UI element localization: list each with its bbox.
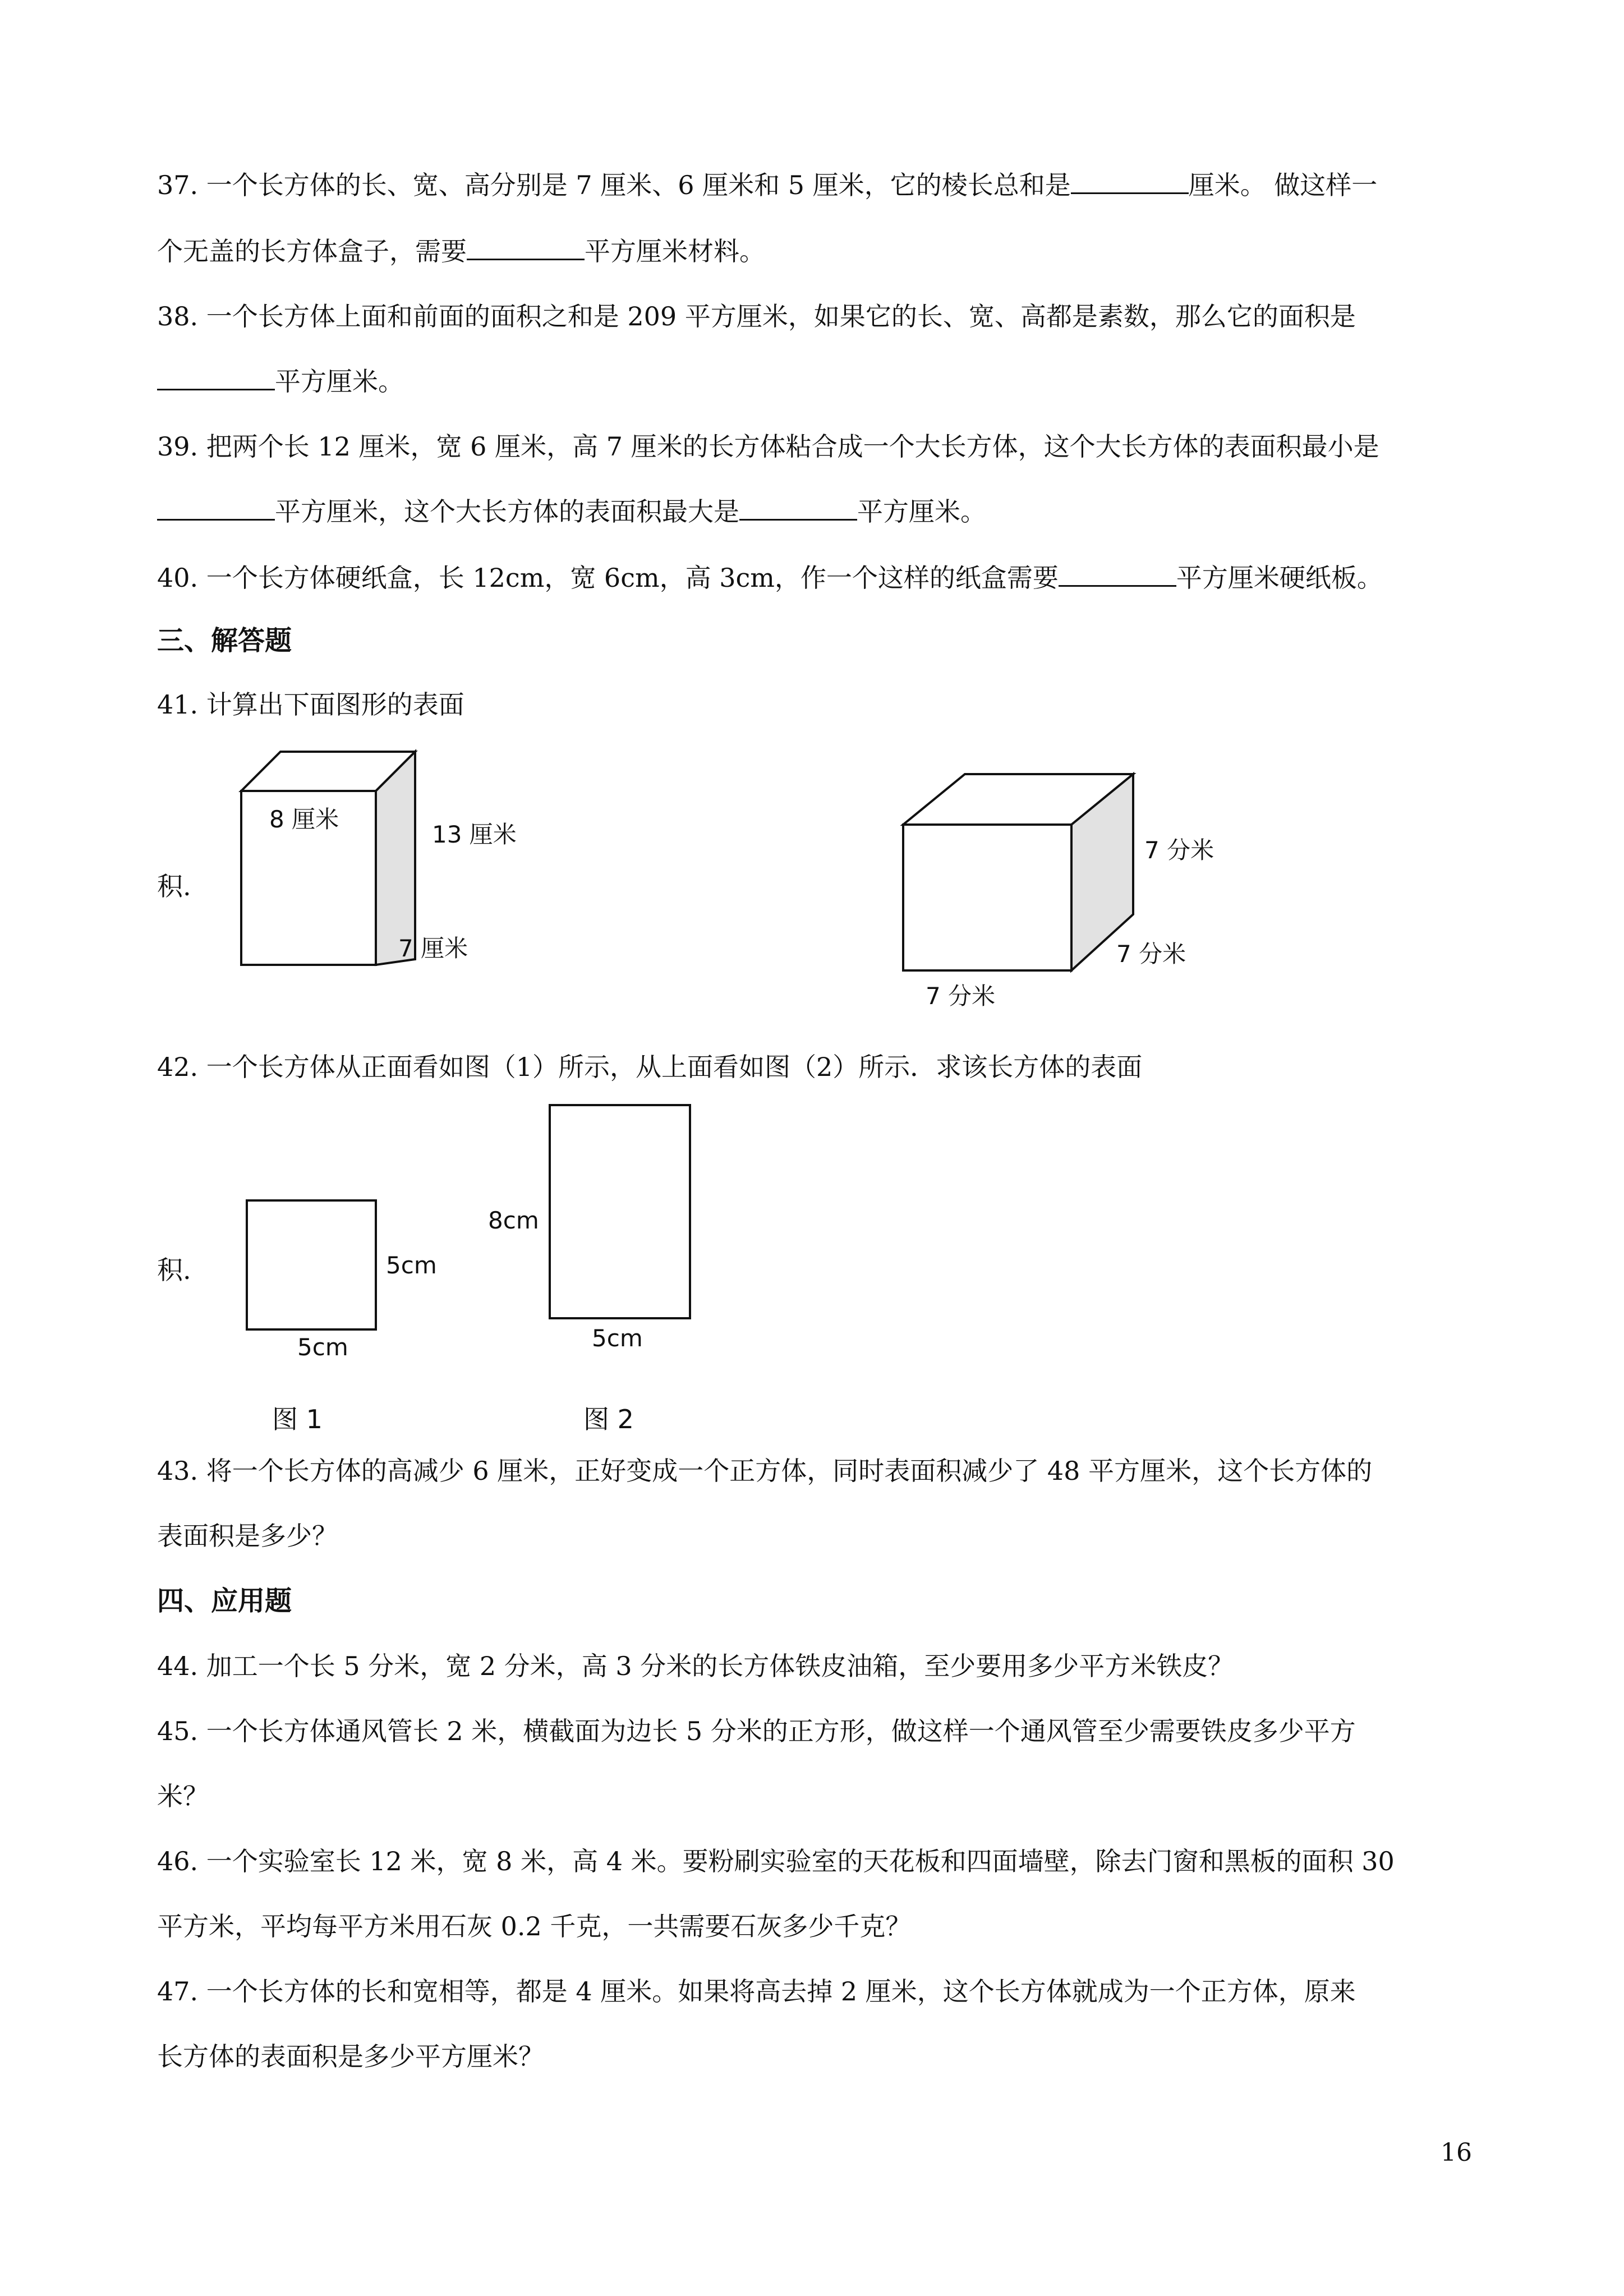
q38-line2: 平方厘米。 [157,365,404,398]
q42-suffix: 积. [157,1255,191,1285]
q46-line1: 46. 一个实验室长 12 米，宽 8 米，高 4 米。要粉刷实验室的天花板和四面墙壁，除去门窗和黑板的面积 30 [157,1846,1395,1876]
q45-line1: 45. 一个长方体通风管长 2 米，横截面为边长 5 分米的正方形，做这样一个通风管至少需要铁皮多少平方 [157,1716,1356,1746]
q41-fig2-height-label: 7 分米 [1144,836,1214,864]
q47-line2: 长方体的表面积是多少平方厘米？ [157,2041,544,2072]
q37-line2: 个无盖的长方体盒子，需要 平方厘米材料。 [157,236,765,266]
q41-fig1-height-label: 13 厘米 [432,821,517,848]
q37-blank-2[interactable] [467,235,585,260]
q41-fig2-width-label: 7 分米 [926,982,996,1010]
q42-fig1-caption: 图 1 [272,1404,323,1434]
q41-suffix: 积. [157,871,191,901]
top-view-rectangle [482,1094,707,1352]
q45-line2: 米？ [157,1781,209,1811]
q41-cuboid-figure-2 [892,769,1240,1029]
q42-fig1-bottom-label: 5cm [297,1333,348,1358]
q47-line1: 47. 一个长方体的长和宽相等，都是 4 厘米。如果将高去掉 2 厘米，这个长方体就成为一个正方体，原来 [157,1976,1356,2007]
q39-line1: 39. 把两个长 12 厘米，宽 6 厘米，高 7 厘米的长方体粘合成一个大长方体，这个大长方体的表面积最小是 [157,431,1379,462]
q42-front-view-figure [236,1189,438,1360]
q46-line2: 平方米，平均每平方米用石灰 0.2 千克，一共需要石灰多少千克？ [157,1911,912,1941]
q37-line1: 37. 一个长方体的长、宽、高分别是 7 厘米、6 厘米和 5 厘米，它的棱长总和是 厘米。 做这样一 [157,170,1378,200]
q41-cuboid-figure-1 [236,746,550,984]
q41-text: 41. 计算出下面图形的表面 [157,689,464,720]
front-view-square [236,1189,438,1358]
q42-fig2-bottom-label: 5cm [592,1324,643,1352]
q39-blank-2[interactable] [739,495,857,521]
q42-fig2-caption: 图 2 [583,1404,634,1434]
q41-fig1-depth-label: 7 厘米 [398,935,468,962]
q38-blank[interactable] [157,365,275,390]
q42-top-view-figure [482,1094,707,1354]
q40-blank[interactable] [1059,562,1176,587]
section3-heading: 三、解答题 [157,625,292,656]
q43-line1: 43. 将一个长方体的高减少 6 厘米，正好变成一个正方体，同时表面积减少了 48 平方厘米，这个长方体的 [157,1456,1373,1486]
q44-line1: 44. 加工一个长 5 分米，宽 2 分米，高 3 分米的长方体铁皮油箱，至少要用多少平方米铁皮？ [157,1651,1234,1681]
q39-line2: 平方厘米，这个大长方体的表面积最大是 平方厘米。 [157,495,986,528]
q41-fig1-front-label: 8 厘米 [269,806,339,833]
cuboid-diagram-1 [236,746,550,982]
q40-line1: 40. 一个长方体硬纸盒，长 12cm，宽 6cm，高 3cm，作一个这样的纸盒需要 平方厘米硬纸板。 [157,563,1383,593]
cuboid-diagram-2 [892,769,1240,1027]
page-number: 16 [1441,2138,1472,2167]
q42-fig2-side-label: 8cm [488,1207,539,1234]
q41-fig2-depth-label: 7 分米 [1116,940,1186,968]
q39-blank-1[interactable] [157,495,275,521]
section4-heading: 四、应用题 [157,1585,292,1617]
q37-blank-1[interactable] [1071,169,1189,194]
q42-fig1-side-label: 5cm [386,1251,437,1279]
q38-line1: 38. 一个长方体上面和前面的面积之和是 209 平方厘米，如果它的长、宽、高都是素数，那么它的面积是 [157,301,1356,332]
q43-line2: 表面积是多少？ [157,1521,338,1551]
q42-text: 42. 一个长方体从正面看如图（1）所示，从上面看如图（2）所示．求该长方体的表面 [157,1052,1143,1082]
